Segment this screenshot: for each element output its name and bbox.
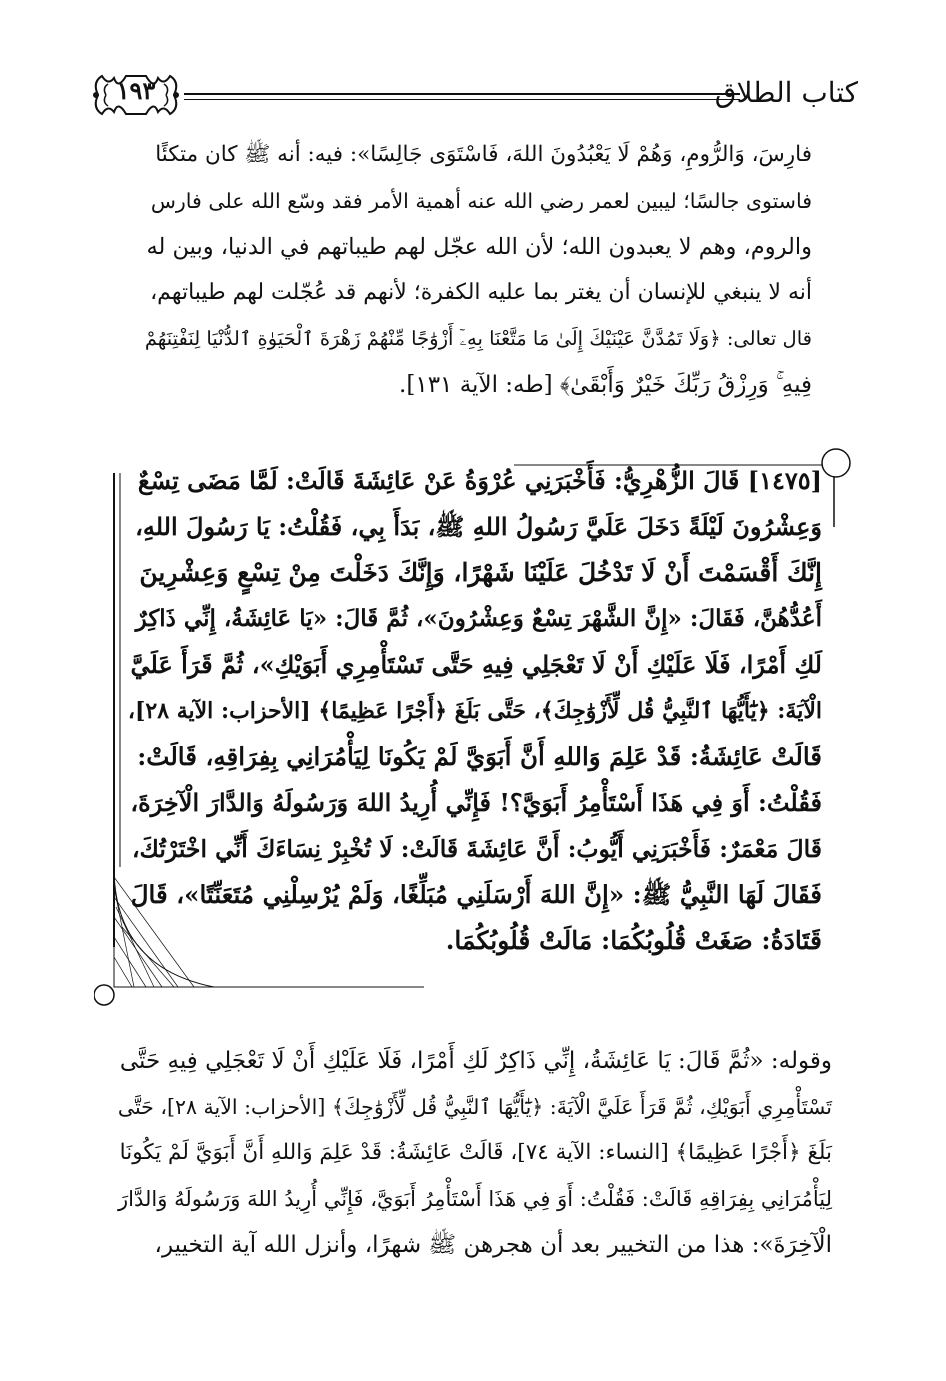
commentary-line: قال تعالى: ﴿وَلَا تَمُدَّنَّ عَيْنَيْكَ إِلَىٰ مَا مَتَّعْنَا بِهِۦٓ أَزْوَٰجًا مِّنْهُمْ زَهْرَةَ ٱلْحَيَوٰةِ ٱلدُّنْيَا لِنَفْتِنَهُمْ <box>144 327 812 350</box>
header-rule-thin <box>184 99 740 100</box>
commentary-line: والروم، وهم لا يعبدون الله؛ لأن الله عجّل لهم طيباتهم في الدنيا، وبين له <box>146 234 812 260</box>
hadith-text <box>126 458 822 964</box>
page-number: ١٩٣ <box>116 76 156 105</box>
header-rule <box>184 93 740 95</box>
commentary-line: تَسْتَأْمِرِي أَبَوَيْكِ، ثُمَّ قَرَأَ عَلَيَّ الْآيَةَ: ﴿يَٰٓأَيُّهَا ٱلنَّبِيُّ قُل لِّأَزْوَٰجِكَ﴾ [الأحزاب: الآية ٢٨]، حَتَّى <box>117 1095 832 1119</box>
commentary-line: فِيهِ ۚ وَرِزْقُ رَبِّكَ خَيْرٌ وَأَبْقَىٰ﴾ [طه: الآية ١٣١]. <box>399 372 812 398</box>
running-title: كتاب الطلاق <box>714 76 858 109</box>
hadith-line: لَكِ أَمْرًا، فَلَا عَلَيْكِ أَنْ لَا تَعْجَلِي فِيهِ حَتَّى تَسْتَأْمِرِي أَبَوَيْكِ»، ثُمَّ قَرَأَ عَلَيَّ <box>130 650 822 679</box>
hadith-line: فَقُلْتُ: أَوَ فِي هَذَا أَسْتَأْمِرُ أَبَوَيَّ؟! فَإِنِّي أُرِيدُ اللهَ وَرَسُولَهُ وَالدَّارَ الْآخِرَةَ، <box>130 788 822 817</box>
commentary-line: الْآخِرَةَ»: هذا من التخيير بعد أن هجرهن ﷺ شهرًا، وأنزل الله آية التخيير، <box>154 1232 832 1258</box>
hadith-line: [١٤٧٥] قَالَ الزُّهْرِيُّ: فَأَخْبَرَنِي عُرْوَةُ عَنْ عَائِشَةَ قَالَتْ: لَمَّا مَضَى تِسْعٌ <box>137 466 822 495</box>
hadith-line: أَعُدُّهُنَّ، فَقَالَ: «إِنَّ الشَّهْرَ تِسْعٌ وَعِشْرُونَ»، ثُمَّ قَالَ: «يَا عَائِشَةُ، إِنِّي ذَاكِرٌ <box>135 605 822 632</box>
hadith-line: وَعِشْرُونَ لَيْلَةً دَخَلَ عَلَيَّ رَسُولُ اللهِ ﷺ، بَدَأَ بِي، فَقُلْتُ: يَا رَسُولَ اللهِ، <box>135 512 822 541</box>
commentary-line: وقوله: «ثُمَّ قَالَ: يَا عَائِشَةُ، إِنِّي ذَاكِرٌ لَكِ أَمْرًا، فَلَا عَلَيْكِ أَنْ لَا تَعْجَلِي فِيهِ حَتَّى <box>119 1048 832 1074</box>
hadith-line: قَالَ مَعْمَرٌ: فَأَخْبَرَنِي أَيُّوبُ: أَنَّ عَائِشَةَ قَالَتْ: لَا تُخْبِرْ نِسَاءَكَ أَنِّي اخْتَرْتُكَ، <box>131 835 822 863</box>
commentary-line: فارِسَ، وَالرُّومِ، وَهُمْ لَا يَعْبُدُونَ اللهَ، فَاسْتَوَى جَالِسًا»: فيه: أنه ﷺ كان متكئًا <box>155 142 812 167</box>
hadith-line: فَقَالَ لَهَا النَّبِيُّ ﷺ: «إِنَّ اللهَ أَرْسَلَنِي مُبَلِّغًا، وَلَمْ يُرْسِلْنِي مُتَعَنِّتًا»، قَالَ <box>130 880 822 909</box>
hadith-line: إِنَّكَ أَقْسَمْتَ أَنْ لَا تَدْخُلَ عَلَيْنَا شَهْرًا، وَإِنَّكَ دَخَلْتَ مِنْ تِسْعٍ وَعِشْرِينَ <box>139 558 822 587</box>
commentary-line: فاستوى جالسًا؛ ليبين لعمر رضي الله عنه أهمية الأمر فقد وسّع الله على فارس <box>150 189 812 213</box>
commentary-top <box>142 132 812 408</box>
hadith-line: قَالَتْ عَائِشَةُ: قَدْ عَلِمَ وَاللهِ أَنَّ أَبَوَيَّ لَمْ يَكُونَا لِيَأْمُرَانِي بِفِرَاقِهِ، قَالَتْ: <box>137 742 822 771</box>
commentary-line: بَلَغَ ﴿أَجْرًا عَظِيمًا﴾ [النساء: الآية ٧٤]، قَالَتْ عَائِشَةُ: قَدْ عَلِمَ وَاللهِ أَنَّ أَبَوَيَّ لَمْ يَكُونَا <box>119 1140 832 1165</box>
commentary-line: أنه لا ينبغي للإنسان أن يغتر بما عليه الكفرة؛ لأنهم قد عُجّلت لهم طيباتهم، <box>150 280 812 305</box>
page-header <box>88 62 858 124</box>
commentary-bottom <box>112 1038 832 1268</box>
commentary-line: لِيَأْمُرَانِي بِفِرَاقِهِ قَالَتْ: فَقُلْتُ: أَوَ فِي هَذَا أَسْتَأْمِرُ أَبَوَيَّ، فَإِنِّي أُرِيدُ اللهَ وَرَسُولَهُ وَالدَّارَ <box>118 1187 832 1211</box>
hadith-line: الْآيَةَ: ﴿يَٰٓأَيُّهَا ٱلنَّبِيُّ قُل لِّأَزْوَٰجِكَ﴾، حَتَّى بَلَغَ ﴿أَجْرًا عَظِيمًا﴾ [الأحزاب: الآية ٢٨]، <box>127 698 822 724</box>
hadith-line: قَتَادَةُ: صَغَتْ قُلُوبُكُمَا: مَالَتْ قُلُوبُكُمَا. <box>445 926 822 955</box>
